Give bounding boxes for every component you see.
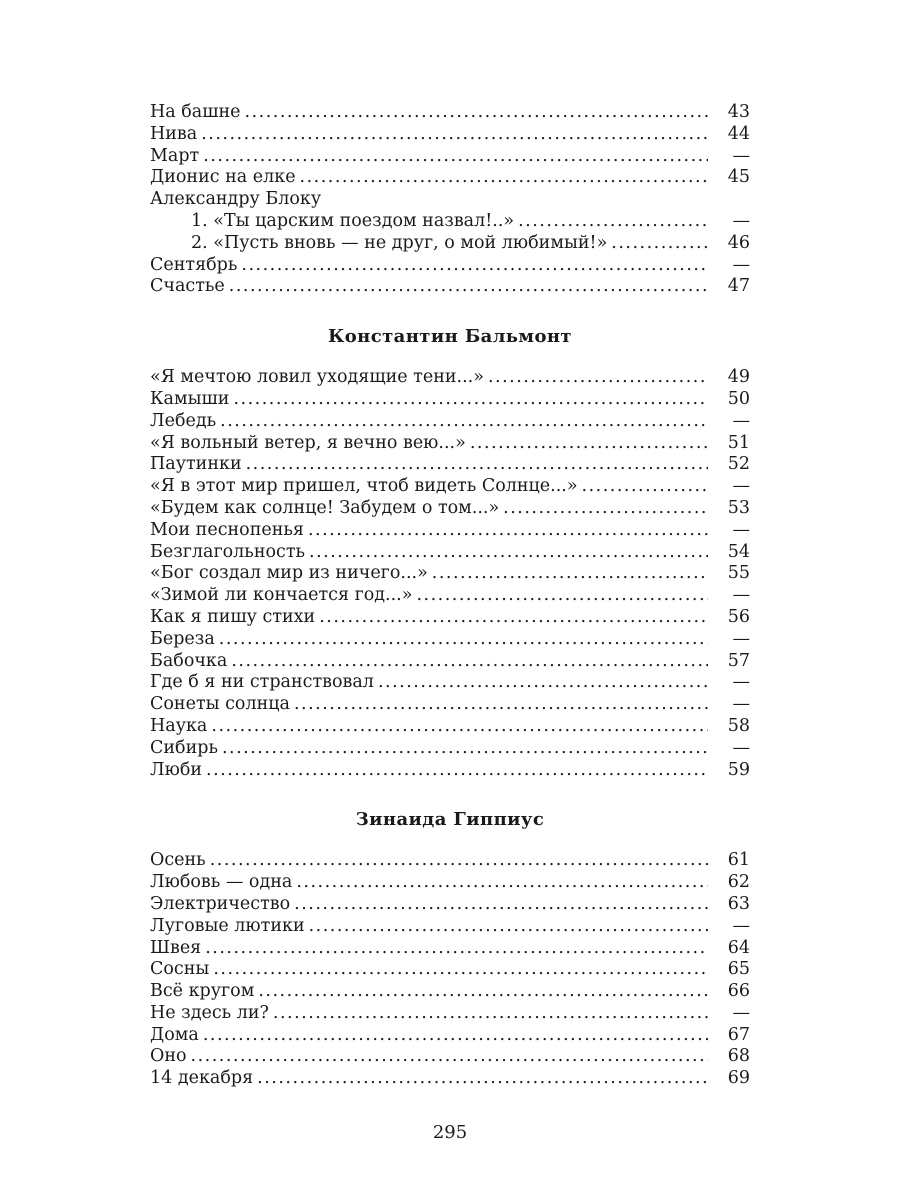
entry-title: Счастье	[150, 276, 225, 297]
toc-entry	[150, 255, 750, 277]
entry-title: Где б я ни странствовал	[150, 672, 374, 693]
toc-entry	[150, 672, 750, 694]
entry-title: Всё кругом	[150, 981, 255, 1002]
toc-entry	[150, 607, 750, 629]
dot-leader	[273, 1003, 708, 1025]
dot-leader	[294, 694, 708, 716]
entry-page: —	[732, 672, 750, 693]
entry-title: «Я вольный ветер, я вечно вею...»	[150, 432, 466, 453]
dot-leader	[294, 894, 708, 916]
toc-entry	[150, 1025, 750, 1047]
entry-page: —	[732, 254, 750, 275]
dot-leader	[416, 585, 708, 607]
entry-title: Сибирь	[150, 737, 218, 758]
toc-entry	[150, 850, 750, 872]
toc-entry	[150, 760, 750, 782]
dot-leader	[203, 1025, 708, 1047]
toc-entry	[150, 476, 750, 498]
entry-page: —	[732, 628, 750, 649]
page-number: 295	[432, 1122, 468, 1143]
entry-title: Наука	[150, 715, 208, 736]
entry-page: 53	[727, 497, 750, 518]
entry-page: 47	[727, 276, 750, 297]
table-of-contents	[150, 102, 750, 1090]
entry-page: 57	[727, 650, 750, 671]
toc-entry	[150, 938, 750, 960]
dot-leader	[503, 498, 708, 520]
entry-page: 43	[727, 102, 750, 122]
entry-page: —	[732, 145, 750, 166]
dot-leader	[222, 738, 708, 760]
dot-leader	[206, 760, 708, 782]
entry-title: 2. «Пусть вновь — не друг, о мой любимый!»	[191, 232, 608, 253]
entry-page: 54	[727, 541, 750, 562]
dot-leader	[582, 476, 708, 498]
dot-leader	[518, 211, 708, 233]
toc-entry	[150, 981, 750, 1003]
entry-page: —	[732, 694, 750, 715]
dot-leader	[470, 433, 708, 455]
dot-leader	[378, 672, 708, 694]
entry-page: —	[732, 737, 750, 758]
entry-title: «Я мечтою ловил уходящие тени...»	[150, 367, 484, 388]
entry-title: Лебедь	[150, 410, 217, 431]
toc-entry	[150, 498, 750, 520]
entry-title: Дионис на елке	[150, 167, 296, 188]
entry-title: Луговые лютики	[150, 915, 305, 936]
entry-page: 66	[727, 981, 750, 1002]
toc-entry	[150, 738, 750, 760]
entry-title: Осень	[150, 850, 206, 871]
dot-leader	[241, 255, 708, 277]
entry-page: 49	[727, 367, 750, 388]
entry-title: Любовь — одна	[150, 872, 293, 893]
toc-section-balmont	[150, 367, 750, 781]
entry-page: 63	[727, 893, 750, 914]
toc-entry	[150, 454, 750, 476]
toc-entry	[150, 585, 750, 607]
dot-leader	[191, 1046, 708, 1068]
toc-entry	[150, 1003, 750, 1025]
section-heading-balmont: Константин Бальмонт	[328, 326, 572, 348]
toc-entry	[150, 716, 750, 738]
entry-page: —	[732, 476, 750, 497]
toc-entry	[150, 433, 750, 455]
dot-leader	[220, 411, 708, 433]
toc-section-gippius	[150, 850, 750, 1090]
dot-leader	[210, 850, 708, 872]
toc-entry	[150, 651, 750, 673]
entry-page: —	[732, 519, 750, 540]
entry-title: Не здесь ли?	[150, 1002, 269, 1023]
toc-entry	[150, 1068, 750, 1090]
entry-page: 52	[727, 454, 750, 475]
dot-leader	[296, 872, 708, 894]
dot-leader	[245, 102, 708, 124]
toc-group-entry	[150, 189, 750, 211]
entry-page: 59	[727, 759, 750, 780]
entry-title: Александру Блоку	[150, 189, 322, 210]
entry-page: 68	[727, 1046, 750, 1067]
toc-entry	[150, 872, 750, 894]
entry-page: 61	[727, 850, 750, 871]
entry-page: 56	[727, 606, 750, 627]
dot-leader	[309, 916, 708, 938]
entry-title: «Бог создал мир из ничего...»	[150, 563, 428, 584]
entry-title: «Будем как солнце! Забудем о том...»	[150, 497, 500, 518]
entry-page: 51	[727, 432, 750, 453]
toc-section-continued	[150, 102, 750, 298]
dot-leader	[246, 454, 708, 476]
entry-title: На башне	[150, 102, 241, 122]
entry-page: 46	[727, 232, 750, 253]
entry-page: 62	[727, 872, 750, 893]
entry-page: 55	[727, 563, 750, 584]
entry-page: 69	[727, 1068, 750, 1089]
dot-leader	[319, 607, 708, 629]
dot-leader	[611, 233, 708, 255]
entry-title: Безглагольность	[150, 541, 306, 562]
toc-entry	[150, 367, 750, 389]
entry-title: Люби	[150, 759, 203, 780]
dot-leader	[211, 716, 708, 738]
entry-title: Сентябрь	[150, 254, 238, 275]
dot-leader	[219, 629, 708, 651]
dot-leader	[205, 938, 708, 960]
toc-subentry	[150, 211, 750, 233]
toc-entry	[150, 1046, 750, 1068]
toc-entry	[150, 694, 750, 716]
entry-title: «Зимой ли кончается год...»	[150, 585, 413, 606]
toc-entry	[150, 276, 750, 298]
entry-title: Мои песнопенья	[150, 519, 304, 540]
entry-title: Нива	[150, 123, 198, 144]
entry-page: —	[732, 410, 750, 431]
dot-leader	[201, 124, 708, 146]
toc-entry	[150, 124, 750, 146]
entry-title: Паутинки	[150, 454, 242, 475]
entry-title: Швея	[150, 937, 202, 958]
dot-leader	[213, 959, 708, 981]
entry-page: 50	[727, 388, 750, 409]
section-heading-gippius: Зинаида Гиппиус	[355, 809, 545, 831]
dot-leader	[257, 1068, 708, 1090]
toc-entry	[150, 520, 750, 542]
dot-leader	[203, 146, 708, 168]
entry-title: Береза	[150, 628, 215, 649]
entry-title: 14 декабря	[150, 1068, 254, 1089]
toc-entry	[150, 629, 750, 651]
entry-title: «Я в этот мир пришел, чтоб видеть Солнце...»	[150, 476, 578, 497]
entry-title: Сосны	[150, 959, 210, 980]
toc-entry	[150, 563, 750, 585]
entry-title: Сонеты солнца	[150, 694, 290, 715]
toc-entry	[150, 894, 750, 916]
entry-page: 65	[727, 959, 750, 980]
entry-page: —	[732, 210, 750, 231]
entry-title: Электричество	[150, 893, 291, 914]
dot-leader	[309, 542, 708, 564]
entry-page: 64	[727, 937, 750, 958]
entry-page: —	[732, 585, 750, 606]
toc-entry	[150, 916, 750, 938]
dot-leader	[308, 520, 708, 542]
entry-title: Дома	[150, 1024, 199, 1045]
dot-leader	[258, 981, 708, 1003]
toc-entry	[150, 959, 750, 981]
entry-page: —	[732, 915, 750, 936]
dot-leader	[231, 651, 708, 673]
entry-page: 45	[727, 167, 750, 188]
entry-title: Как я пишу стихи	[150, 606, 316, 627]
toc-entry	[150, 102, 750, 124]
toc-subentry	[150, 233, 750, 255]
entry-title: Март	[150, 145, 200, 166]
toc-entry	[150, 542, 750, 564]
toc-entry	[150, 411, 750, 433]
entry-title: Оно	[150, 1046, 187, 1067]
dot-leader	[233, 389, 708, 411]
dot-leader	[229, 276, 708, 298]
entry-page: —	[732, 1002, 750, 1023]
toc-entry	[150, 167, 750, 189]
dot-leader	[432, 563, 708, 585]
entry-title: 1. «Ты царским поездом назвал!..»	[191, 210, 515, 231]
dot-leader	[488, 367, 708, 389]
entry-title: Камыши	[150, 388, 230, 409]
dot-leader	[300, 167, 708, 189]
entry-page: 44	[727, 123, 750, 144]
entry-page: 58	[727, 715, 750, 736]
toc-entry	[150, 146, 750, 168]
toc-entry	[150, 389, 750, 411]
entry-page: 67	[727, 1024, 750, 1045]
entry-title: Бабочка	[150, 650, 228, 671]
